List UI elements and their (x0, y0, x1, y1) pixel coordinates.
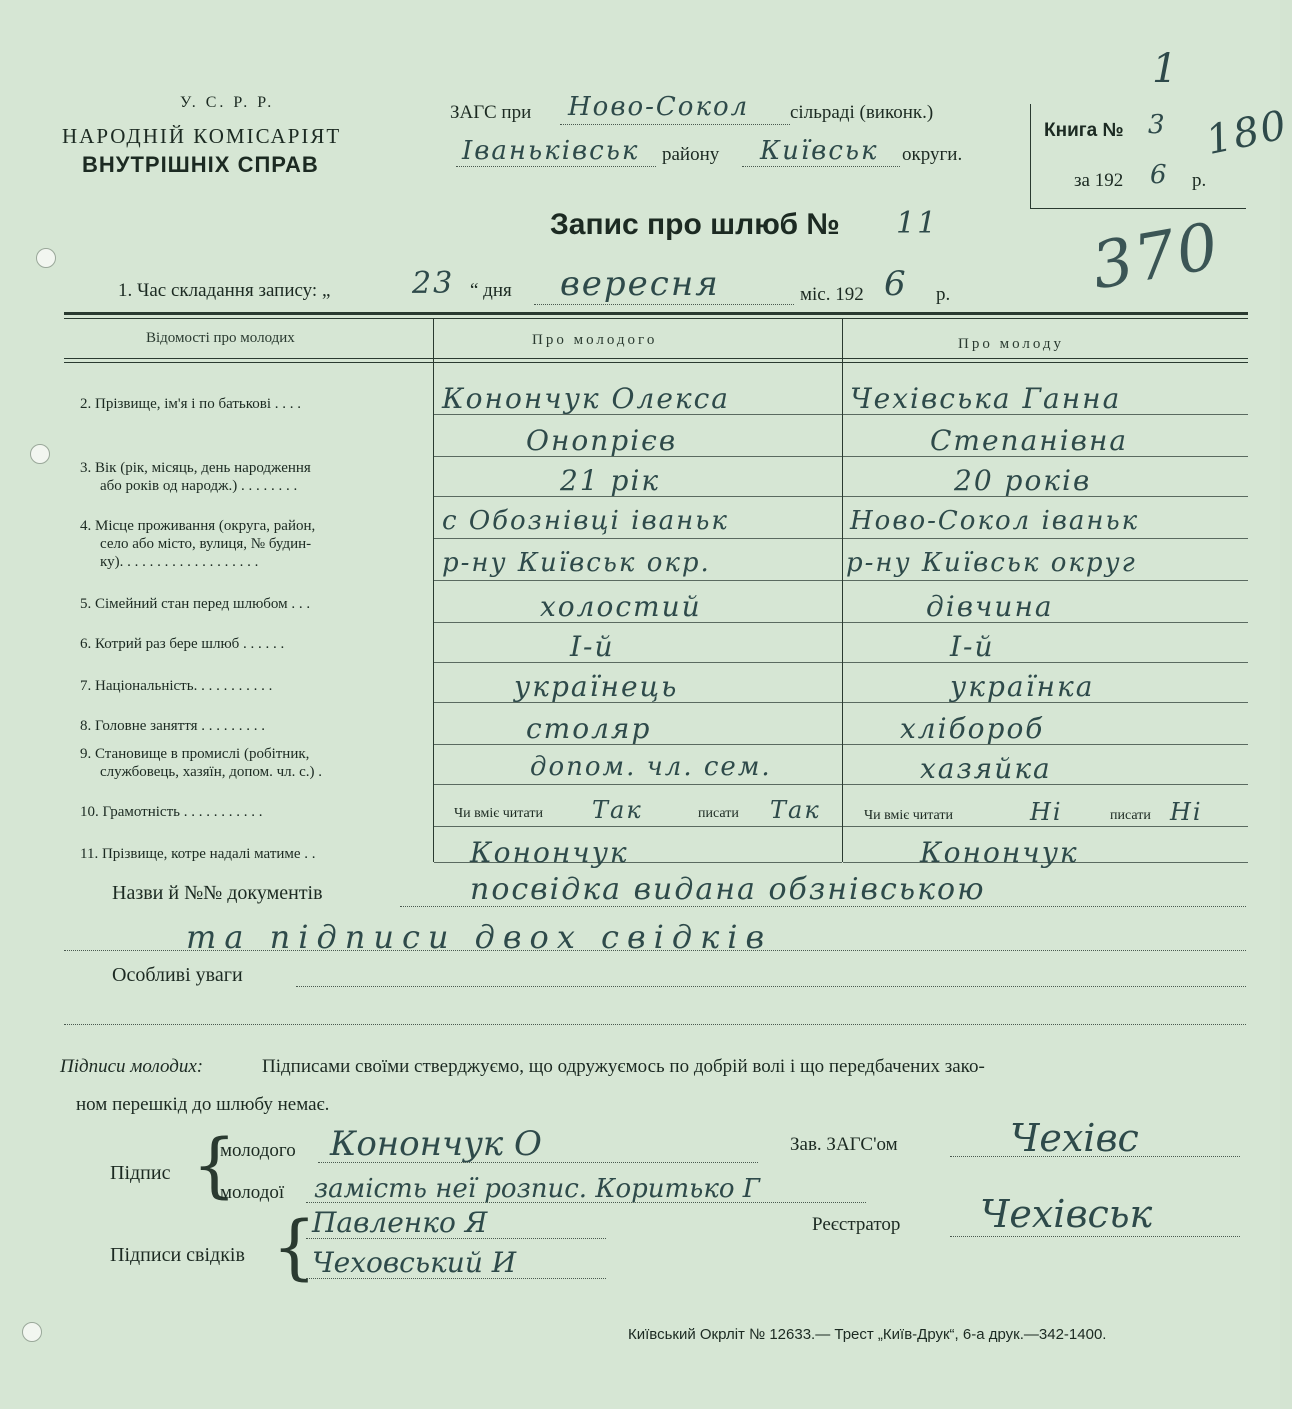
zags-village: Ново-Сокол (568, 92, 750, 122)
ruled-line (434, 826, 842, 827)
bride-age: 20 років (954, 464, 1092, 497)
bride-read-label: Чи вміє читати (864, 808, 954, 823)
row-label-occupation: 8. Головне заняття . . . . . . . . . (80, 718, 265, 734)
documents-label: Назви й №№ документів (112, 882, 323, 904)
row-label-residence: 4. Місце проживання (округа, район, (80, 518, 316, 534)
bride-signature: замість неї розпис. Коритько Г (314, 1174, 760, 1204)
record-year-suffix: р. (936, 284, 951, 305)
row-label-status-2: службовець, хазяїн, допом. чл. с.) . (100, 764, 323, 780)
groom-read-value: Так (592, 796, 643, 824)
record-month: вересня (560, 264, 720, 304)
book-year-suffix: р. (1192, 170, 1207, 191)
ruled-line (843, 826, 1248, 827)
declaration-text-1: Підписами своїми стверджуємо, що одружуємось по добрій волі і що передбачених зако- (262, 1056, 985, 1077)
binder-hole (22, 1322, 42, 1342)
witness-label: Підписи свідків (110, 1244, 245, 1266)
groom-age: 21 рік (560, 464, 661, 497)
bride-name: Чехівська Ганна (850, 382, 1122, 415)
book-year-digit: 6 (1150, 160, 1169, 190)
okrug-handwritten: Київськ (760, 136, 879, 166)
col-header-info: Відомості про молодих (146, 330, 295, 346)
row-label-nationality: 7. Національність. . . . . . . . . . . (80, 678, 273, 694)
col-header-bride: Про молоду (958, 336, 1065, 352)
ministry-line2: ВНУТРІШНІХ СПРАВ (82, 152, 319, 177)
record-title: Запис про шлюб № (550, 208, 840, 241)
signature-brace: { (192, 1124, 237, 1206)
groom-occupation: столяр (526, 712, 652, 745)
documents-value-2: та підписи двох свідків (186, 918, 773, 956)
page-number: 1 (1152, 46, 1180, 92)
bride-future-surname: Конончук (920, 836, 1079, 869)
row-label-times: 6. Котрий раз бере шлюб . . . . . . (80, 636, 285, 652)
bride-marital: дівчина (926, 590, 1054, 623)
bride-nationality: українка (950, 670, 1095, 703)
row-label-age: 3. Вік (рік, місяць, день народження (80, 460, 311, 476)
row-label-literacy: 10. Грамотність . . . . . . . . . . . (80, 804, 263, 820)
groom-patronymic: Онопрієв (526, 424, 678, 457)
bride-write-label: писати (1110, 808, 1151, 823)
binder-hole (36, 248, 56, 268)
groom-signature: Конончук О (330, 1124, 542, 1164)
registrar-signature: Чехівськ (980, 1192, 1153, 1236)
day-label: “ дня (470, 280, 512, 301)
zags-suffix: сільраді (виконк.) (790, 102, 934, 123)
head-signature: Чехівс (1010, 1116, 1139, 1160)
groom-write-value: Так (770, 796, 821, 824)
witness-1-signature: Павленко Я (312, 1206, 488, 1239)
margin-note-180: 180 (1202, 101, 1292, 165)
record-year-digit: 6 (884, 264, 908, 304)
declaration-italic-label: Підписи молодих: (60, 1056, 204, 1077)
groom-read-label: Чи вміє читати (454, 806, 544, 821)
record-number: 11 (896, 206, 939, 241)
groom-times: І-й (570, 630, 615, 663)
row-label-surname: 11. Прізвище, котре надалі матиме . . (80, 846, 316, 862)
ruled-line (843, 538, 1248, 539)
groom-residence: с Обознівці іваньк (442, 506, 729, 536)
ruled-line (434, 784, 842, 785)
registrar-label: Реєстратор (812, 1214, 901, 1235)
ruled-line (843, 580, 1248, 581)
ruled-line (434, 580, 842, 581)
book-label: Книга № (1044, 120, 1124, 141)
bride-residence: Ново-Сокол іваньк (850, 506, 1140, 536)
bride-times: І-й (950, 630, 995, 663)
ruled-line (434, 538, 842, 539)
notes-label: Особливі уваги (112, 964, 243, 986)
bride-read-value: Ні (1030, 798, 1063, 826)
groom-future-surname: Конончук (470, 836, 629, 869)
book-year-prefix: за 192 (1074, 170, 1124, 191)
groom-residence-2: р-ну Київськ окр. (442, 548, 711, 578)
head-sig-label: Зав. ЗАГС'ом (790, 1134, 898, 1155)
declaration-text-2: ном перешкід до шлюбу немає. (76, 1094, 330, 1115)
row-label-age-2: або років од народж.) . . . . . . . . (100, 478, 298, 494)
documents-value: посвідка видана обзнівською (470, 872, 986, 907)
bride-occupation: хлібороб (900, 712, 1045, 745)
row-label-residence-2: село або місто, вулиця, № будин- (100, 536, 312, 552)
margin-note-370: 370 (1086, 209, 1226, 305)
ruled-line (434, 662, 842, 663)
row-label-name: 2. Прізвище, ім'я і по батькові . . . . (80, 396, 302, 412)
time-label: 1. Час складання запису: „ (118, 280, 331, 301)
republic-title: У. С. Р. Р. (180, 94, 275, 111)
book-number: 3 (1148, 110, 1167, 140)
signature-label: Підпис (110, 1162, 171, 1184)
okrug-label: округи. (902, 144, 963, 165)
row-label-marital: 5. Сімейний стан перед шлюбом . . . (80, 596, 311, 612)
groom-sig-label: молодого (220, 1140, 296, 1161)
bride-sig-label: молодої (220, 1182, 285, 1203)
ruled-line (843, 662, 1248, 663)
bride-patronymic: Степанівна (930, 424, 1129, 457)
col-header-groom: Про молодого (532, 332, 658, 348)
binder-hole (30, 444, 50, 464)
ministry-line1: НАРОДНІЙ КОМІСАРІЯТ (62, 124, 342, 148)
bride-write-value: Ні (1170, 798, 1203, 826)
district-label: району (662, 144, 720, 165)
groom-nationality: українець (514, 670, 679, 703)
row-label-status: 9. Становище в промислі (робітник, (80, 746, 310, 762)
groom-write-label: писати (698, 806, 739, 821)
bride-residence-2: р-ну Київськ округ (846, 548, 1137, 578)
footer-imprint: Київський Окрліт № 12633.— Трест „Київ-Друк“, 6-а друк.—342-1400. (628, 1326, 1107, 1343)
record-day: 23 (412, 266, 455, 301)
month-label: міс. 192 (800, 284, 864, 305)
zags-prefix: ЗАГС при (450, 102, 532, 123)
witness-2-signature: Чеховський И (312, 1246, 517, 1279)
groom-status: допом. чл. сем. (530, 752, 772, 782)
groom-marital: холостий (540, 590, 702, 623)
witness-brace: { (272, 1206, 317, 1288)
district-handwritten: Іваньківськ (462, 136, 640, 166)
groom-name: Конончук Олекса (442, 382, 731, 415)
bride-status: хазяйка (920, 752, 1052, 785)
row-label-residence-3: ку). . . . . . . . . . . . . . . . . . . (100, 554, 259, 570)
